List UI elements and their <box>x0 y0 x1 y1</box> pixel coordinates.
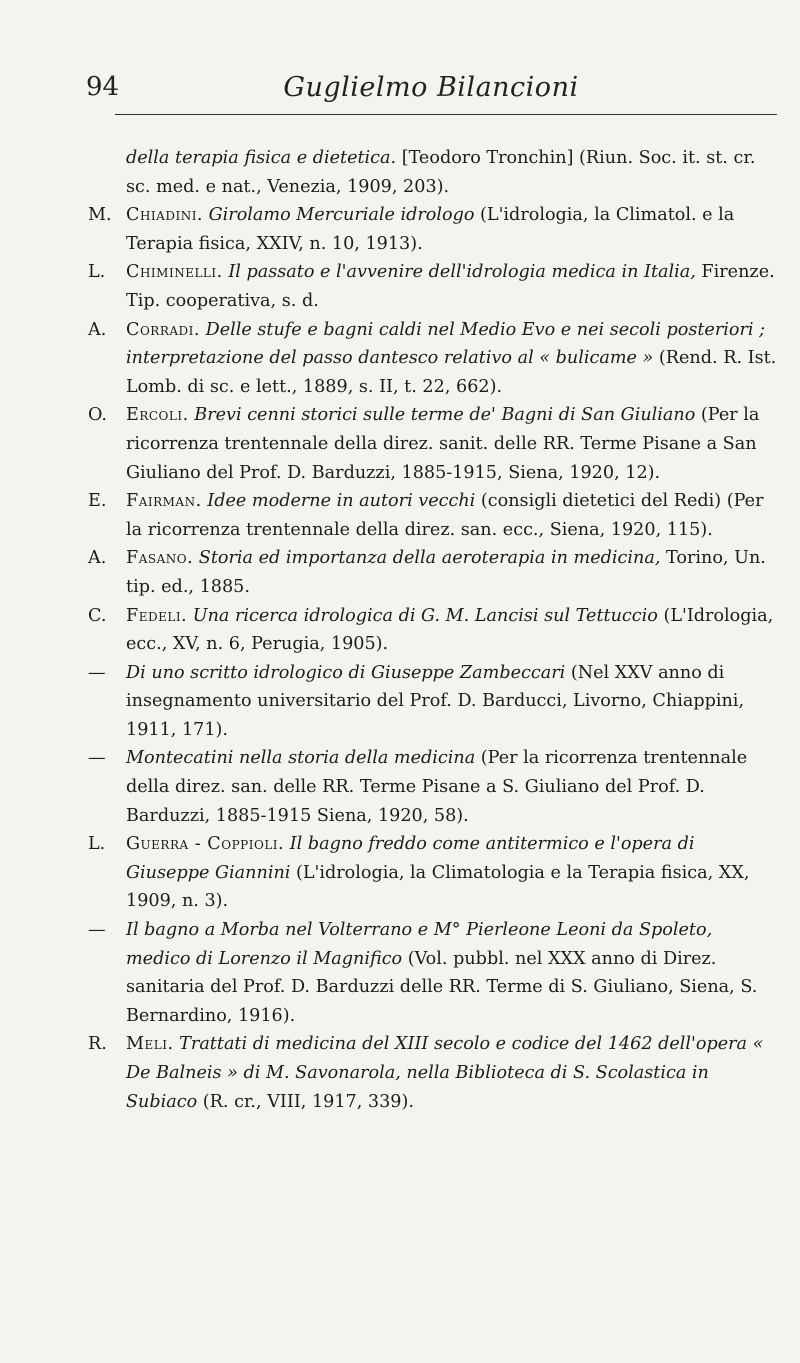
entry-text: (Nel XXV anno di insegnamento universitario del Prof. D. Barducci, Livorno, Chiappini, 1911, 171). <box>126 662 745 740</box>
entry-text: (Per la ricorrenza trentennale della direz. sanit. delle RR. Terme Pisane a San Giuliano del Prof. D. Barduzzi, 1885-1915, Siena, 1920, 12). <box>126 405 760 483</box>
entry-text: (Per la ricorrenza trentennale della direz. san. delle RR. Terme Pisane a S. Giuliano del Prof. D. Barduzzi, 1885-1915 Siena, 1920, 58). <box>126 748 748 826</box>
entry-text: (Vol. pubbl. nel XXX anno di Direz. sanitaria del Prof. D. Barduzzi delle RR. Terme di S. Giuliano, Siena, S. Bernardino, 1916). <box>126 948 758 1026</box>
entry-title: Delle stufe e bagni caldi nel Medio Evo e nei secoli posteriori ; interpretazione del passo dantesco relativo al « bulicame » <box>126 319 766 369</box>
entry-text: (L'idrologia, la Climatologia e la Terapia fisica, XX, 1909, n. 3). <box>126 862 750 912</box>
bibliography-entry <box>88 258 778 315</box>
entry-text: Firenze. Tip. cooperativa, s. d. <box>126 262 775 311</box>
page-header <box>86 72 776 112</box>
page-number: 94 <box>86 72 120 102</box>
entry-title: Trattati di medicina del XIII secolo e codice del 1462 dell'opera « De Balneis » di M. Savonarola, nella Biblioteca di S. Scolastica in Subiaco <box>126 1034 764 1112</box>
entry-initial: C. <box>88 605 107 626</box>
bibliography-entry <box>88 487 778 544</box>
entry-title: Il bagno freddo come antitermico e l'opera di Giuseppe Giannini <box>126 834 695 883</box>
running-head: Guglielmo Bilancioni <box>283 72 579 103</box>
bibliography-entry <box>88 1030 778 1116</box>
entry-title: della terapia fisica e dietetica. <box>126 148 397 168</box>
entry-initial: R. <box>88 1034 107 1055</box>
entry-text: (L'idrologia, la Climatol. e la Terapia fisica, XXIV, n. 10, 1913). <box>126 205 735 254</box>
entry-initial: A. <box>88 319 107 340</box>
entry-author: Fairman. <box>126 491 202 512</box>
entry-initial: L. <box>88 262 106 283</box>
entry-title: Di uno scritto idrologico di Giuseppe Zambeccari <box>126 662 566 683</box>
entry-author: Meli. <box>126 1034 174 1055</box>
entry-initial: — <box>88 748 106 769</box>
entry-author: Corradi. <box>126 319 200 340</box>
entry-text: (R. cr., VIII, 1917, 339). <box>197 1091 414 1112</box>
bibliography-entry <box>88 401 778 487</box>
entry-title: Il passato e l'avvenire dell'idrologia medica in Italia, <box>228 262 696 283</box>
entry-text: (L'Idrologia, ecc., XV, n. 6, Perugia, 1905). <box>126 605 774 655</box>
entry-initial: A. <box>88 548 107 569</box>
entry-title: Montecatini nella storia della medicina <box>126 748 476 769</box>
entry-author: Guerra - Coppioli. <box>126 834 285 855</box>
entry-text: (Rend. R. Ist. Lomb. di sc. e lett., 1889, s. II, t. 22, 662). <box>126 348 777 397</box>
bibliography-entry <box>88 144 778 201</box>
bibliography-entry <box>88 830 778 916</box>
entry-text: [Teodoro Tronchin] (Riun. Soc. it. st. cr. sc. med. e nat., Venezia, 1909, 203). <box>126 148 756 197</box>
bibliography-entry <box>88 744 778 830</box>
entry-initial: — <box>88 920 106 941</box>
entry-text: Torino, Un. tip. ed., 1885. <box>126 548 766 597</box>
entry-title: Una ricerca idrologica di G. M. Lancisi sul Tettuccio <box>192 605 658 626</box>
bibliography-list <box>88 144 778 1116</box>
entry-title: Idee moderne in autori vecchi <box>207 491 476 512</box>
entry-author: Fedeli. <box>126 605 188 626</box>
entry-author: Fasano. <box>126 548 194 569</box>
entry-title: Brevi cenni storici sulle terme de' Bagni di San Giuliano <box>194 405 696 426</box>
entry-initial: L. <box>88 834 106 855</box>
entry-title: Girolamo Mercuriale idrologo <box>208 205 475 226</box>
bibliography-entry <box>88 916 778 1030</box>
entry-text: (consigli dietetici del Redi) (Per la ricorrenza trentennale della direz. san. ecc., Siena, 1920, 115). <box>126 491 764 540</box>
bibliography-entry <box>88 602 778 659</box>
entry-title: Il bagno a Morba nel Volterrano e M° Pierleone Leoni da Spoleto, medico di Lorenzo il Magnifico <box>126 920 713 969</box>
bibliography-entry <box>88 201 778 258</box>
entry-title: Storia ed importanza della aeroterapia in medicina, <box>198 548 661 569</box>
bibliography-entry <box>88 316 778 402</box>
entry-initial: O. <box>88 405 107 426</box>
header-rule <box>115 114 777 115</box>
entry-initial: — <box>88 662 106 683</box>
entry-initial: M. <box>88 205 112 226</box>
entry-author: Ercoli. <box>126 405 189 426</box>
bibliography-entry <box>88 659 778 745</box>
entry-author: Chiadini. <box>126 205 204 226</box>
bibliography-entry <box>88 544 778 601</box>
entry-author: Chiminelli. <box>126 262 223 283</box>
entry-initial: E. <box>88 491 107 512</box>
